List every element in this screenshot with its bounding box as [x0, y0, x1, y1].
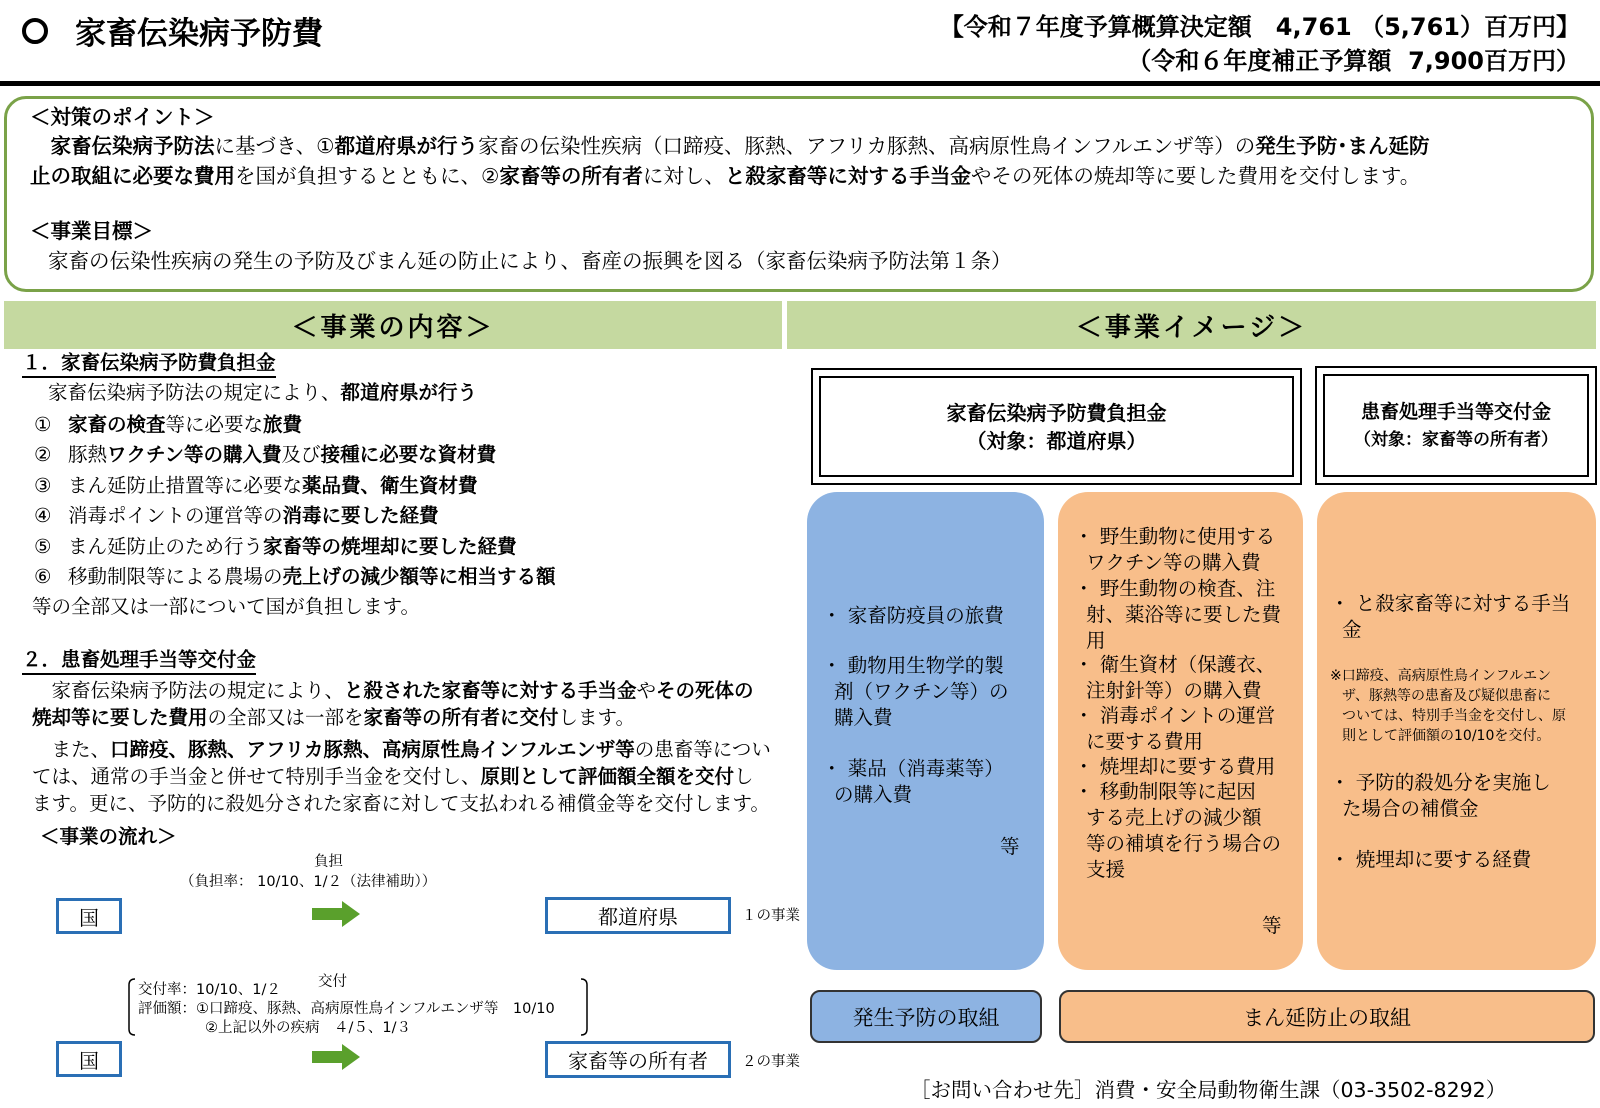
- prevention-item-line: ・ 家畜防疫員の旅費: [822, 604, 1004, 627]
- spread-prevention-item-line: 射、薬浴等に要した費: [1086, 603, 1282, 626]
- compensation-item: [1330, 770, 1551, 822]
- page-title: 家畜伝染病予防費: [75, 16, 323, 52]
- section-bar-content: ＜事業の内容＞: [4, 301, 782, 349]
- item-text-seg: 移動制限等による農場の: [68, 565, 283, 588]
- item-number: ③: [34, 474, 52, 497]
- item-number: ①: [34, 413, 52, 436]
- compensation-note-line: ※口蹄疫、高病原性鳥インフルエン: [1330, 668, 1552, 684]
- policy-line-1-seg: に基づき、①: [214, 134, 335, 158]
- budget-summary: [940, 10, 1580, 78]
- policy-line-2-seg: と殺家畜等に対する手当金: [724, 164, 971, 188]
- spread-prevention-item: [1074, 576, 1281, 654]
- spread-prevention-etc: 等: [1262, 914, 1282, 937]
- section-2-p1-line2-seg: の全部又は一部を: [207, 706, 364, 729]
- item-text-seg: まん延防止措置等に必要な: [68, 474, 303, 497]
- bottom-box-spread-prevention: まん延防止の取組: [1059, 990, 1595, 1043]
- header-box-compensation-title: 患畜処理手当等交付金: [1360, 400, 1551, 423]
- spread-prevention-item-line: ・ 焼埋却に要する費用: [1074, 755, 1276, 778]
- policy-heading: ＜対策のポイント＞: [30, 105, 215, 129]
- section-2-p2-line3: ます。更に、予防的に殺処分された家畜に対して支払われる補償金等を交付します。: [32, 792, 770, 815]
- spread-prevention-item-line: ・ 消毒ポイントの運営: [1074, 704, 1276, 727]
- section-2-p1-line1: [32, 676, 754, 706]
- spread-prevention-item-line: 用: [1086, 629, 1106, 652]
- compensation-note: [1330, 666, 1566, 746]
- section-2-p2-line1-seg: の患畜等につい: [634, 738, 771, 761]
- policy-line-2-seg: 家畜等の所有者: [499, 164, 643, 188]
- flow-1-note: １の事業: [742, 908, 800, 924]
- item-text-seg: 消毒に要した経費: [282, 504, 439, 527]
- policy-line-1-seg: 家畜の伝染性疾病（口蹄疫、豚熱、アフリカ豚熱、高病原性鳥インフルエンザ等）の: [478, 134, 1256, 158]
- section-1-heading: １．家畜伝染病予防費負担金: [22, 350, 276, 378]
- compensation-note-line: ザ、豚熱等の患畜及び疑似患畜に: [1342, 688, 1552, 704]
- item-text-seg: 家畜の検査: [68, 413, 166, 436]
- header-divider: [0, 81, 1600, 86]
- compensation-item-line: ・ と殺家畜等に対する手当: [1330, 592, 1571, 615]
- compensation-item-line: た場合の補償金: [1342, 797, 1479, 820]
- policy-line-2-seg: を国が負担するとともに、②: [235, 164, 500, 188]
- header-box-prevention: [811, 368, 1302, 485]
- policy-line-1: [30, 131, 1429, 161]
- prevention-item-line: 購入費: [834, 706, 893, 729]
- flow-2-to-box: 家畜等の所有者: [545, 1041, 731, 1078]
- prevention-item-line: 剤（ワクチン等）の: [834, 680, 1009, 703]
- flow-2-label: 交付: [318, 974, 347, 990]
- section-2-p1-line2-seg: します。: [558, 706, 635, 729]
- item-number: ④: [34, 504, 52, 527]
- item-text-seg: 家畜等の焼埋却に要した経費: [263, 535, 517, 558]
- bottom-box-prevention: 発生予防の取組: [810, 990, 1042, 1043]
- prevention-etc: 等: [1000, 835, 1020, 858]
- section-2-p1-line1-seg: や: [636, 679, 657, 702]
- compensation-item-line: 金: [1342, 618, 1362, 641]
- section-2-p2-line2-seg: 原則として評価額全額を交付: [480, 765, 735, 788]
- budget-line-2: （令和６年度補正予算額 7,900百万円）: [1127, 47, 1580, 75]
- spread-prevention-item: [1074, 524, 1275, 576]
- section-2-p2-line1-seg: 口蹄疫、豚熱、アフリカ豚熱、高病原性鳥インフルエンザ等: [110, 738, 635, 761]
- flow-1-label: 負担: [314, 854, 343, 870]
- flow-heading: ＜事業の流れ＞: [40, 825, 177, 848]
- goal-heading: ＜事業目標＞: [30, 219, 153, 243]
- item-row: [34, 440, 496, 470]
- section-2-p2-line2: [32, 762, 754, 792]
- policy-line-1-seg: 都道府県が行う: [334, 134, 479, 158]
- item-text-seg: まん延防止のため行う: [68, 535, 264, 558]
- item-text-seg: 接種に必要な資材費: [320, 443, 497, 466]
- section-1-outro: 等の全部又は一部について国が負担します。: [32, 595, 421, 618]
- section-1-intro: [48, 378, 477, 408]
- section-2-p1-line2-seg: 焼却等に要した費用: [32, 706, 208, 729]
- spread-prevention-item-line: ・ 野生動物の検査、注: [1074, 577, 1276, 600]
- flow-2-rate-1: 交付率：10/10、1/２: [138, 982, 281, 998]
- item-text-seg: ワクチン等の購入費: [107, 443, 282, 466]
- compensation-item: [1330, 591, 1570, 643]
- spread-prevention-item-line: に要する費用: [1086, 730, 1204, 753]
- spread-prevention-item: [1074, 779, 1281, 883]
- policy-line-2-seg: やその死体の焼却等に要した費用を交付します。: [970, 164, 1421, 188]
- item-row: [34, 532, 517, 562]
- item-row: [34, 471, 478, 501]
- section-1-intro-seg: 家畜伝染病予防法の規定により、: [48, 381, 341, 404]
- flow-1-arrow-icon: [312, 901, 360, 927]
- prevention-item-line: ・ 薬品（消毒薬等）: [822, 757, 1004, 780]
- item-row: [34, 501, 439, 531]
- compensation-note-line: ついては、特別手当金を交付し、原: [1342, 708, 1566, 724]
- prevention-item-line: ・ 動物用生物学的製: [822, 654, 1004, 677]
- compensation-note-line: 則として評価額の10/10を交付。: [1342, 728, 1551, 744]
- section-1-intro-seg: 都道府県が行う: [340, 381, 478, 404]
- item-number: ⑥: [34, 565, 52, 588]
- spread-prevention-item: [1074, 703, 1275, 755]
- section-2-p1-line1-seg: 家畜伝染病予防法の規定により、: [32, 679, 345, 702]
- spread-prevention-item-line: ワクチン等の購入費: [1086, 551, 1261, 574]
- item-text-seg: 等に必要な: [165, 413, 264, 436]
- flow-1-to-box: 都道府県: [545, 897, 731, 934]
- spread-prevention-item-line: ・ 野生動物に使用する: [1074, 525, 1276, 548]
- flow-2-note: ２の事業: [742, 1054, 800, 1070]
- item-text-seg: 消毒ポイントの運営等の: [68, 504, 283, 527]
- item-text-seg: 及び: [281, 443, 321, 466]
- flow-1-arrow-shape: [312, 901, 360, 927]
- flow-2-arrow-shape: [312, 1044, 360, 1070]
- budget-line-1: 【令和７年度予算概算決定額 4,761 （5,761）百万円】: [939, 13, 1580, 41]
- column-prevention: [807, 492, 1044, 970]
- prevention-item: [822, 603, 1004, 629]
- flow-2-rate-2: 評価額：①口蹄疫、豚熱、高病原性鳥インフルエンザ等 10/10: [138, 1001, 555, 1017]
- item-number: ⑤: [34, 535, 52, 558]
- section-2-p1-line1-seg: と殺された家畜等に対する手当金: [344, 679, 637, 702]
- prevention-item-line: の購入費: [834, 783, 913, 806]
- policy-line-2-seg: に対し、: [642, 164, 725, 188]
- spread-prevention-item: [1074, 652, 1275, 704]
- item-text-seg: 薬品費、衛生資材費: [302, 474, 478, 497]
- header-box-prevention-title: 家畜伝染病予防費負担金: [946, 400, 1167, 425]
- flow-2-bracket-right: [580, 978, 590, 1036]
- section-2-p2-line2-seg: し: [734, 765, 754, 788]
- goal-text: 家畜の伝染性疾病の発生の予防及びまん延の防止により、畜産の振興を図る（家畜伝染病予防法第１条）: [48, 249, 1012, 273]
- title-bullet-icon: [22, 18, 48, 44]
- prevention-item: [822, 653, 1009, 731]
- flow-1-rate: （負担率： 10/10、1/２（法律補助））: [180, 874, 437, 890]
- flow-1-from-box: 国: [56, 898, 122, 934]
- spread-prevention-item-line: する売上げの減少額: [1086, 806, 1262, 829]
- item-text-seg: 豚熱: [68, 443, 108, 466]
- section-2-p1-line1-seg: その死体の: [656, 679, 754, 702]
- section-2-p1-line2: [32, 703, 635, 733]
- item-row: [34, 562, 556, 592]
- item-text-seg: 旅費: [263, 413, 303, 436]
- section-2-p2-line1: [32, 735, 771, 765]
- compensation-item-line: ・ 焼埋却に要する経費: [1330, 848, 1532, 871]
- flow-2-arrow-icon: [312, 1044, 360, 1070]
- compensation-item: [1330, 847, 1531, 873]
- item-number: ②: [34, 443, 52, 466]
- item-row: [34, 410, 302, 440]
- policy-line-1-seg: 家畜伝染病予防法: [30, 134, 215, 158]
- section-2-p2-line2-seg: ては、通常の手当金と併せて特別手当金を交付し、: [32, 765, 481, 788]
- flow-2-bracket-left: [126, 978, 136, 1036]
- section-2-p1-line2-seg: 家畜等の所有者に交付: [363, 706, 559, 729]
- spread-prevention-item-line: 等の補填を行う場合の: [1086, 832, 1282, 855]
- spread-prevention-item-line: 支援: [1086, 858, 1126, 881]
- spread-prevention-item: [1074, 754, 1275, 780]
- spread-prevention-item-line: 注射針等）の購入費: [1086, 679, 1262, 702]
- policy-line-2-seg: 止の取組に必要な費用: [30, 164, 235, 188]
- flow-2-rate-3: ②上記以外の疾病 ４/５、1/３: [205, 1020, 411, 1036]
- section-bar-image: ＜事業イメージ＞: [787, 301, 1596, 349]
- spread-prevention-item-line: ・ 衛生資材（保護衣、: [1074, 653, 1276, 676]
- contact-info: ［お問い合わせ先］消費・安全局動物衛生課（03-3502-8292）: [910, 1078, 1507, 1102]
- flow-2-from-box: 国: [56, 1041, 122, 1077]
- header-box-prevention-sub: （対象：都道府県）: [966, 428, 1147, 453]
- section-2-p2-line1-seg: また、: [32, 738, 111, 761]
- policy-line-2: [30, 161, 1420, 191]
- header-box-compensation: [1315, 366, 1597, 485]
- item-text-seg: 売上げの減少額等に相当する額: [282, 565, 556, 588]
- section-2-heading: ２．患畜処理手当等交付金: [22, 647, 256, 675]
- prevention-item: [822, 756, 1004, 808]
- policy-line-1-seg: 発生予防･まん延防: [1255, 134, 1430, 158]
- header-box-compensation-sub: （対象：家畜等の所有者）: [1354, 429, 1558, 450]
- spread-prevention-item-line: ・ 移動制限等に起因: [1074, 780, 1256, 803]
- compensation-item-line: ・ 予防的殺処分を実施し: [1330, 771, 1551, 794]
